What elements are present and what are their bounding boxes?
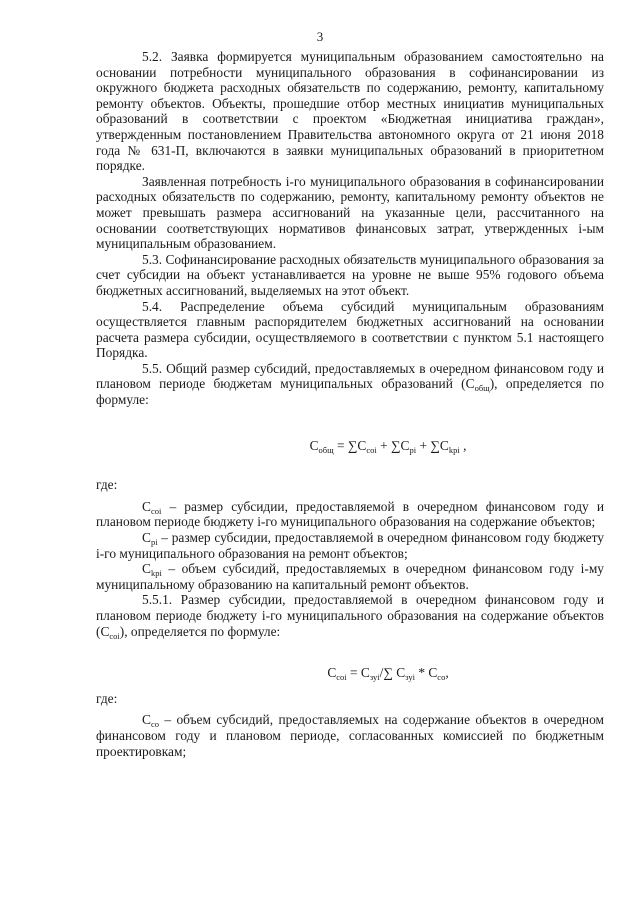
paragraph-5-2: 5.2. Заявка формируется муниципальным образованием самостоятельно на основании потребности муниципального образования в софинансировании из окружного бюджета расходных обязательств по содержанию, ремонту, капитальному ремонту объектов. Объекты, прошедшие отбор местных инициатив муниципальных образований в соответствии с проектом «Бюджетная инициатива граждан», утвержденным постановлением Правительства автономного округа от 21 июня 2018 года № 631-П, включаются в заявки муниципальных образований в приоритетном порядке. <box>96 49 604 174</box>
paragraph-5-4: 5.4. Распределение объема субсидий муниципальным образованиям осуществляется главным распорядителем бюджетных ассигнований на основании расчета размера субсидии, осуществляемого в соответствии с пунктом 5.1 настоящего Порядка. <box>96 298 604 361</box>
definition-coi: $С_{coi}$ – размер субсидии, предоставляемой в очередном финансовом году и плановом периоде бюджету i-го муниципального образования на содержание объектов; <box>96 498 604 530</box>
where-label-2: где: <box>96 690 118 706</box>
definition-pi: $С_{pi}$ – размер субсидии, предоставляемой в очередном финансовом году бюджету i-го муниципального образования на ремонт объектов; <box>96 530 604 561</box>
definition-co: $С_{co}$ – объем субсидий, предоставляемых на содержание объектов в очередном финансовом году и плановом периоде, согласованных комиссией по бюджетным проектировкам; <box>96 712 604 759</box>
formula-maintenance-subsidy: $С_{coi} = С_{зуi}/\sum$ $С_{зуi} * С_{co}$, <box>327 665 449 683</box>
definition-kpi: $С_{kpi}$ – объем субсидий, предоставляемых в очередном финансовом году i-му муниципальному образованию на капитальный ремонт объектов. <box>96 561 604 592</box>
paragraph-5-2-need: Заявленная потребность i-го муниципального образования в софинансировании расходных обязательств по содержанию, ремонту, капитальному ремонту объектов не может превышать размера ассигнований на указанные цели, рассчитанного на основании соответствующих нормативов финансовых затрат, утвержденных i-ым муниципальным образованием. <box>96 173 604 252</box>
paragraph-5-3: 5.3. Софинансирование расходных обязательств муниципального образования за счет субсидии на объект устанавливается на уровне не выше 95% годового объема бюджетных ассигнований, выделяемых на этот объект. <box>96 251 604 298</box>
where-label-1: где: <box>96 477 118 493</box>
document-body <box>96 49 604 759</box>
page-number: 3 <box>316 29 324 44</box>
paragraph-5-5: 5.5. Общий размер субсидий, предоставляемых в очередном финансовом году и плановом периоде бюджетам муниципальных образований $(С_{общ})$, определяется по формуле: <box>96 360 604 408</box>
paragraph-5-5-1: 5.5.1. Размер субсидии, предоставляемой в очередном финансовом году и плановом периоде бюджету i-го муниципального образования на содержание объектов $(С_{coi})$, определяется по формуле: <box>96 592 604 641</box>
formula-total-subsidy: $С_{общ} = \sum С_{coi} + \sum С_{pi} + \sum С_{kpi}$ , <box>309 437 467 455</box>
